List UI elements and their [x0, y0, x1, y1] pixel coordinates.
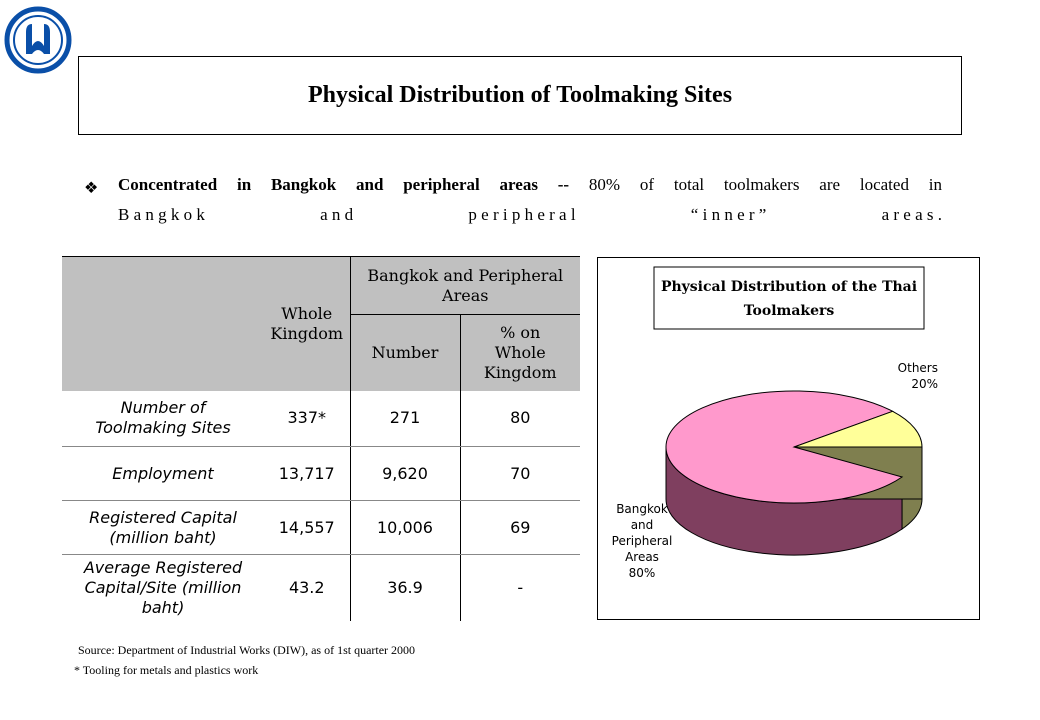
pie-chart — [598, 258, 979, 619]
header-pct: % on Whole Kingdom — [460, 315, 580, 391]
pie-chart-box — [597, 257, 980, 620]
cell-pct: 69 — [460, 501, 580, 555]
cell-number: 271 — [350, 391, 460, 447]
bullet-line-2 — [118, 200, 942, 230]
bullet-word: “ i n n e r ” — [690, 205, 767, 224]
table-row — [62, 391, 580, 447]
bullet-text-line1: 80% of total toolmakers are located in — [569, 175, 942, 194]
cell-pct: - — [517, 577, 524, 597]
row-label: Employment — [62, 447, 264, 501]
bullet-bold-text: Concentrated in Bangkok and peripheral areas -- — [118, 175, 570, 194]
cell-whole: 13,717 — [264, 447, 350, 501]
row-label: Average Registered Capital/Site (million baht) — [83, 557, 243, 617]
table-row — [62, 501, 580, 555]
chart-title-line1: Physical Distribution of the Thai — [660, 279, 918, 295]
title-box — [78, 56, 962, 135]
cell-number: 36.9 — [350, 555, 460, 621]
diamond-bullet-icon: ❖ — [84, 180, 99, 197]
header-number: Number — [350, 315, 460, 391]
pie-label-bangkok: Bangkok and Peripheral Areas 80% — [611, 502, 673, 580]
bullet-line-1 — [118, 170, 942, 200]
header-blank-cell — [62, 257, 264, 391]
bullet-point — [84, 170, 942, 230]
row-label: Number of Toolmaking Sites — [62, 391, 264, 447]
source-note: Source: Department of Industrial Works (DIW), as of 1st quarter 2000 — [78, 643, 416, 657]
bullet-word: B a n g k o k — [118, 205, 205, 224]
cell-pct: 70 — [460, 447, 580, 501]
table-row — [62, 447, 580, 501]
cell-pct: 80 — [460, 391, 580, 447]
page-title: Physical Distribution of Toolmaking Sites — [307, 82, 733, 108]
statistics-table — [62, 256, 580, 621]
pie-label-others: Others 20% — [897, 361, 938, 391]
header-whole-kingdom: Whole Kingdom — [264, 257, 350, 391]
bullet-word: p e r i p h e r a l — [468, 205, 576, 224]
cell-number: 10,006 — [350, 501, 460, 555]
cell-number: 9,620 — [350, 447, 460, 501]
bullet-word: a n d — [320, 205, 354, 224]
bullet-word: a r e a s . — [881, 205, 942, 224]
chart-title-box — [654, 267, 924, 329]
chart-title-line2: Toolmakers — [743, 303, 835, 319]
header-bkk-group: Bangkok and Peripheral Areas — [350, 257, 580, 315]
organization-logo — [4, 6, 72, 74]
cell-whole: 14,557 — [264, 501, 350, 555]
table-header-row — [62, 257, 580, 315]
table-row — [62, 555, 580, 621]
cell-whole: 337* — [264, 391, 350, 447]
row-label: Registered Capital (million baht) — [62, 501, 264, 555]
cell-whole: 43.2 — [264, 555, 350, 621]
asterisk-note: * Tooling for metals and plastics work — [74, 663, 259, 677]
